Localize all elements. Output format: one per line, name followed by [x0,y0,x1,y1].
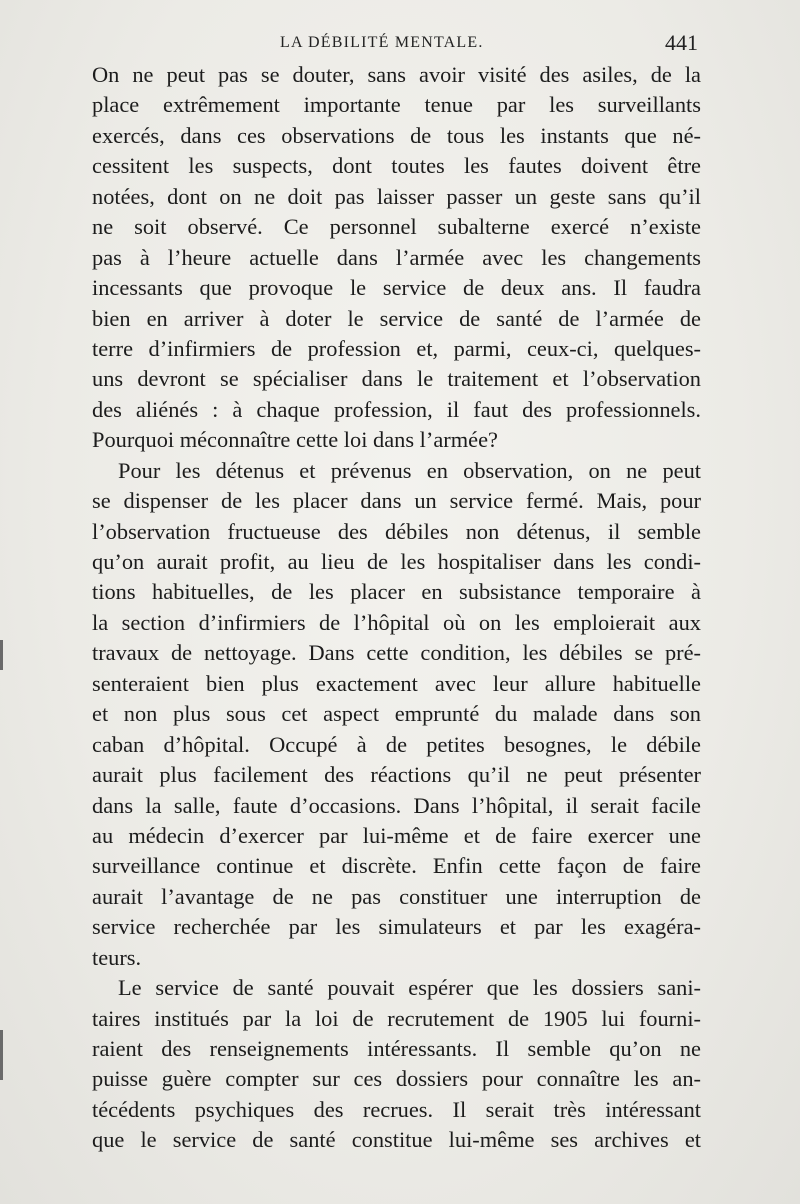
text-line: l’observation fructueuse des débiles non détenus, il semble [92,518,701,544]
text-line: teurs. [92,944,142,970]
text-line: aurait l’avantage de ne pas constituer une interruption de [92,883,701,909]
text-line: Le service de santé pouvait espérer que les dossiers sani- [118,975,701,1001]
text-line: travaux de nettoyage. Dans cette condition, les débiles se pré- [92,640,701,666]
text-line: taires institués par la loi de recrutement de 1905 lui fourni- [92,1005,701,1031]
text-line: aurait plus facilement des réactions qu’il ne peut présenter [92,762,701,788]
text-line: et non plus sous cet aspect emprunté du malade dans son [92,701,701,727]
text-line: incessants que provoque le service de deux ans. Il faudra [92,275,701,301]
text-line: que le service de santé constitue lui-même ses archives et [92,1127,701,1153]
text-line: terre d’infirmiers de profession et, parmi, ceux-ci, quelques- [92,335,701,361]
text-line: service recherchée par les simulateurs et par les exagéra- [92,914,701,940]
text-line: au médecin d’exercer par lui-même et de faire exercer une [92,822,701,848]
text-line: la section d’infirmiers de l’hôpital où on les emploierait aux [92,609,701,635]
text-line: Pourquoi méconnaître cette loi dans l’armée? [92,427,498,453]
text-line: surveillance continue et discrète. Enfin cette façon de faire [92,853,701,879]
body-text [92,60,701,1156]
text-line: place extrêmement importante tenue par les surveillants [92,92,701,118]
text-line: des aliénés : à chaque profession, il faut des professionnels. [92,396,701,422]
text-line: Pour les détenus et prévenus en observation, on ne peut [118,457,701,483]
text-line: puisse guère compter sur ces dossiers pour connaître les an- [92,1066,701,1092]
text-line: dans la salle, faute d’occasions. Dans l’hôpital, il serait facile [92,792,701,818]
text-line: qu’on aurait profit, au lieu de les hospitaliser dans les condi- [92,549,701,574]
page-number: 441 [665,30,698,55]
page-header [92,30,700,60]
text-line: senteraient bien plus exactement avec leur allure habituelle [92,670,701,696]
binding-edge-mark [0,1030,3,1080]
text-line: tions habituelles, de les placer en subsistance temporaire à [92,579,701,605]
text-line: notées, dont on ne doit pas laisser passer un geste sans qu’il [92,183,701,209]
text-line: bien en arriver à doter le service de santé de l’armée de [92,305,701,331]
text-line: técédents psychiques des recrues. Il serait très intéressant [92,1096,701,1122]
text-line: uns devront se spécialiser dans le traitement et l’observation [92,366,701,392]
binding-edge-mark [0,640,3,670]
text-line: On ne peut pas se douter, sans avoir visité des asiles, de la [92,62,701,87]
running-title: LA DÉBILITÉ MENTALE. [280,34,484,51]
text-line: caban d’hôpital. Occupé à de petites besognes, le débile [92,731,701,757]
text-line: raient des renseignements intéressants. Il semble qu’on ne [92,1036,701,1061]
text-line: se dispenser de les placer dans un service fermé. Mais, pour [92,488,701,514]
text-line: ne soit observé. Ce personnel subalterne exercé n’existe [92,214,701,240]
text-line: pas à l’heure actuelle dans l’armée avec les changements [92,244,701,270]
text-line: exercés, dans ces observations de tous les instants que né- [92,122,701,148]
text-line: cessitent les suspects, dont toutes les fautes doivent être [92,153,701,179]
